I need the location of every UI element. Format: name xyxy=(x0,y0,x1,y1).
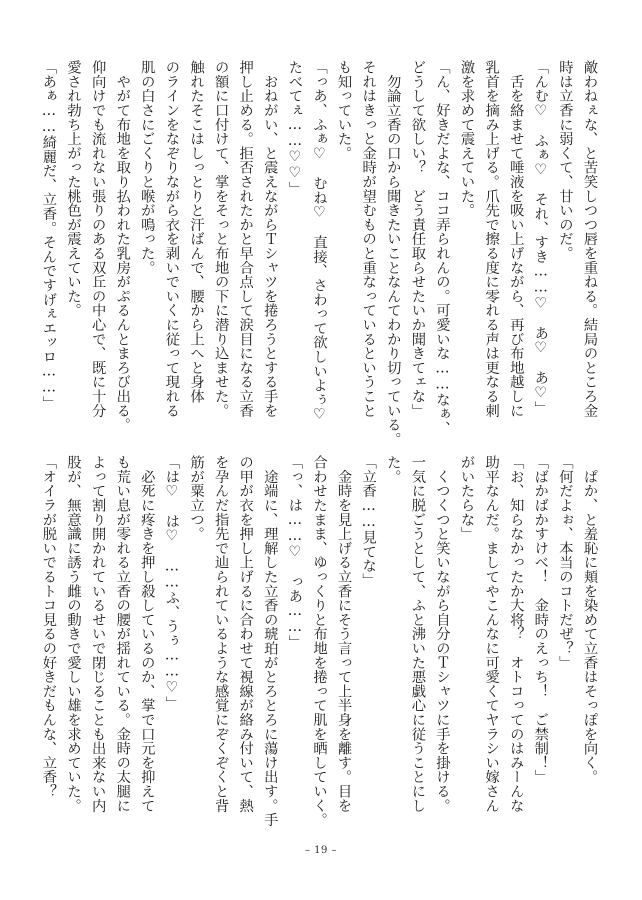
text-line: を孕んだ指先で辿られているような感覚にぞくぞくと背 xyxy=(213,455,230,813)
text-line: 必死に疼きを押し殺しているのか、掌で口元を抑えて xyxy=(139,455,156,813)
text-line: 乳首を摘み上げる。爪先で擦る度に零れる声は更なる刺 xyxy=(483,60,500,418)
text-line: 触れたそこはしっとりと汗ばんで、腰から上へと身体 xyxy=(188,60,205,404)
page-number: – 19 – xyxy=(304,845,338,856)
text-line: 勿論立香の口から聞きたいことなんてわかり切っている。 xyxy=(385,60,402,447)
text-line: 「オイラが脱いでるトコ見るの好きだもんな、立香？ xyxy=(40,455,57,799)
text-line: の額に口付けて、掌をそっと布地の下に潜り込ませた。 xyxy=(213,60,230,418)
lower-text-block xyxy=(40,455,602,827)
text-line: 激を求めて震えていた。 xyxy=(459,60,476,218)
text-line: ぱか、と羞恥に頬を染めて立香はそっぽを向く。 xyxy=(582,455,598,784)
text-line: 一気に脱ごうとして、ふと沸いた悪戯心に従うことにし xyxy=(409,455,426,813)
text-line: よって割り開かれているせいで閉じることも出来ない内 xyxy=(90,455,107,813)
text-line: どうして欲しい？ どう責任取らせたいか聞きてェな」 xyxy=(409,60,426,418)
text-line: やがて布地を取り払われた乳房がぷるんとまろび出る。 xyxy=(114,60,131,432)
text-line: たべてぇ……♡♡」 xyxy=(286,60,303,196)
text-line: 股が、無意識に誘う雌の動きで愛しい雄を求めていた。 xyxy=(65,455,82,813)
text-line: 敵わねぇな、と苦笑しつつ唇を重ねる。結局のところ金 xyxy=(582,60,598,418)
text-line: くつくつと笑いながら自分のＴシャツに手を掛ける。 xyxy=(434,455,451,813)
text-line: 「あぁ……綺麗だ、立香。そんですげぇエッロ……」 xyxy=(40,60,57,410)
text-line: た。 xyxy=(385,455,402,484)
text-line: 「ん、好きだよな、ココ弄られんの。可愛いな……なぁ、 xyxy=(434,60,451,436)
text-line: 「んむ♡ ふぁ♡ それ、すき……♡ あ♡ あ♡」 xyxy=(532,60,549,416)
text-line: 舌を絡ませて唾液を吸い上げながら、再び布地越しに xyxy=(508,60,525,418)
text-line: おねがい、と震えながらＴシャツを捲ろうとする手を xyxy=(262,60,279,418)
text-line: 途端に、理解した立香の琥珀がとろとろに蕩け出す。手 xyxy=(262,455,279,827)
text-line: 押し止める。拒否されたかと早合点して涙目になる立香 xyxy=(237,60,254,418)
text-line: 「は♡ は♡ ……ふ、うぅ……♡」 xyxy=(163,455,180,710)
text-line: のラインをなぞりながら衣を剥いでいくに従って現れる xyxy=(163,60,180,418)
text-line: それはきっと金時が望むものと重なっているということ xyxy=(360,60,377,418)
text-line: 肌の白さにごくりと喉が鳴った。 xyxy=(139,60,156,275)
text-line: 「っ、は……♡ っあ……」 xyxy=(286,455,303,650)
text-line: 仰向けでも流れない張りのある双丘の中心で、既に十分 xyxy=(90,60,107,418)
text-line: 筋が粟立つ。 xyxy=(188,455,205,541)
text-line: 愛され勃ち上がった桃色が震えていた。 xyxy=(65,60,82,318)
text-line: がいたらな」 xyxy=(459,455,476,541)
text-line: 時は立香に弱くて、甘いのだ。 xyxy=(557,60,574,261)
text-line: 助平なんだ。ましてやこんなに可愛くてヤラシい嫁さん xyxy=(483,455,500,813)
text-line: 「立香……見てな」 xyxy=(360,455,377,588)
upper-text-block xyxy=(40,60,602,447)
text-line: の甲が衣を押し上げるに合わせて視線が絡み付いて、熱 xyxy=(237,455,254,813)
text-line: 合わせたまま、ゆっくりと布地を捲って肌を晒していく。 xyxy=(311,455,328,827)
text-line: も知っていた。 xyxy=(336,60,353,161)
text-line: 「ばかばかすけべ！ 金時のえっち！ ご禁制！」 xyxy=(532,455,549,784)
text-line: 金時を見上げる立香にそう言って上半身を離す。目を xyxy=(336,455,353,813)
text-line: 「お、知らなかったか大将？ オトコってのはみーんな xyxy=(508,455,525,813)
text-line: も荒い息が零れる立香の腰が揺れている。金時の太腿に xyxy=(114,455,131,813)
text-line: 「っあ、ふぁ♡ むね♡ 直接、さわって欲しいよぅ♡ xyxy=(311,60,328,423)
text-line: 「何だよぉ、本当のコトだぜ？」 xyxy=(557,455,574,670)
